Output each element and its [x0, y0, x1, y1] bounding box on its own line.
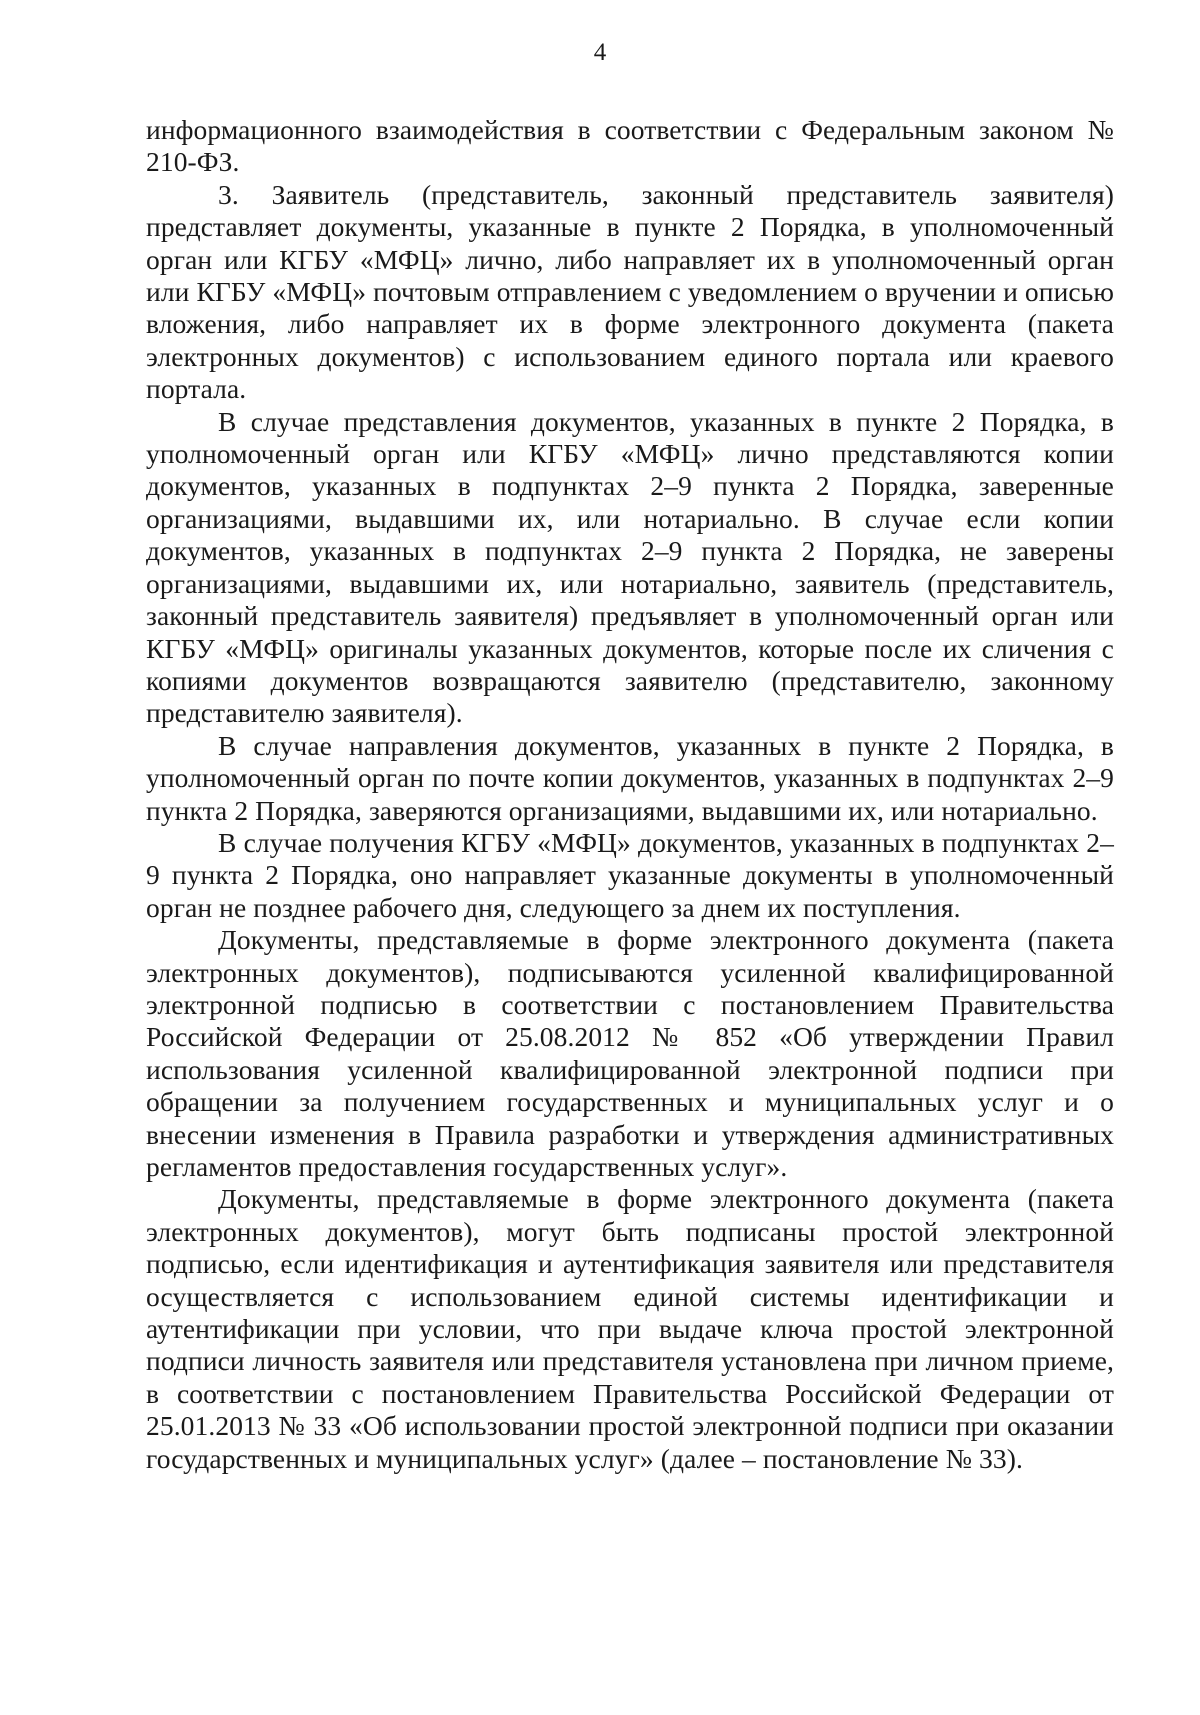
paragraph-personal-submission: В случае представления документов, указанных в пункте 2 Порядка, в уполномоченный орган или КГБУ «МФЦ» лично представляются копии документов, указанных в подпунктах 2–9 пункта 2 Порядка, заверенные организациями, выдавшими их, или нотариально. В случае если копии документов, указанных в подпунктах 2–9 пункта 2 Порядка, не заверены организациями, выдавшими их, или нотариально, заявитель (представитель, законный представитель заявителя) предъявляет в уполномоченный орган или КГБУ «МФЦ» оригиналы указанных документов, которые после их сличения с копиями документов возвращаются заявителю (представителю, законному представителю заявителя).: [146, 405, 1114, 729]
paragraph-item-3: 3. Заявитель (представитель, законный представитель заявителя) представляет документы, указанные в пункте 2 Порядка, в уполномоченный орган или КГБУ «МФЦ» лично, либо направляет их в уполномоченный орган или КГБУ «МФЦ» почтовым отправлением с уведомлением о вручении и описью вложения, либо направляет их в форме электронного документа (пакета электронных документов) с использованием единого портала или краевого портала.: [146, 178, 1114, 405]
page-number: 4: [593, 39, 607, 66]
paragraph-mfc-receipt: В случае получения КГБУ «МФЦ» документов, указанных в подпунктах 2–9 пункта 2 Порядка, оно направляет указанные документы в уполномоченный орган не позднее рабочего дня, следующего за днем их поступления.: [146, 826, 1114, 923]
paragraph-continuation: информационного взаимодействия в соответствии с Федеральным законом № 210-ФЗ.: [146, 114, 1114, 178]
document-body: [146, 114, 1114, 1475]
paragraph-simple-signature: Документы, представляемые в форме электронного документа (пакета электронных документов), могут быть подписаны простой электронной подписью, если идентификация и аутентификация заявителя или представителя осуществляется с использованием единой системы идентификации и аутентификации при условии, что при выдаче ключа простой электронной подписи личность заявителя или представителя установлена при личном приеме, в соответствии с постановлением Правительства Российской Федерации от 25.01.2013 № 33 «Об использовании простой электронной подписи при оказании государственных и муниципальных услуг» (далее – постановление № 33).: [146, 1183, 1114, 1474]
paragraph-qualified-signature: Документы, представляемые в форме электронного документа (пакета электронных документов), подписываются усиленной квалифицированной электронной подписью в соответствии с постановлением Правительства Российской Федерации от 25.08.2012 № 852 «Об утверждении Правил использования усиленной квалифицированной электронной подписи при обращении за получением государственных и муниципальных услуг и о внесении изменения в Правила разработки и утверждения административных регламентов предоставления государственных услуг».: [146, 924, 1114, 1182]
paragraph-postal-submission: В случае направления документов, указанных в пункте 2 Порядка, в уполномоченный орган по почте копии документов, указанных в подпунктах 2–9 пункта 2 Порядка, заверяются организациями, выдавшими их, или нотариально.: [146, 729, 1114, 826]
